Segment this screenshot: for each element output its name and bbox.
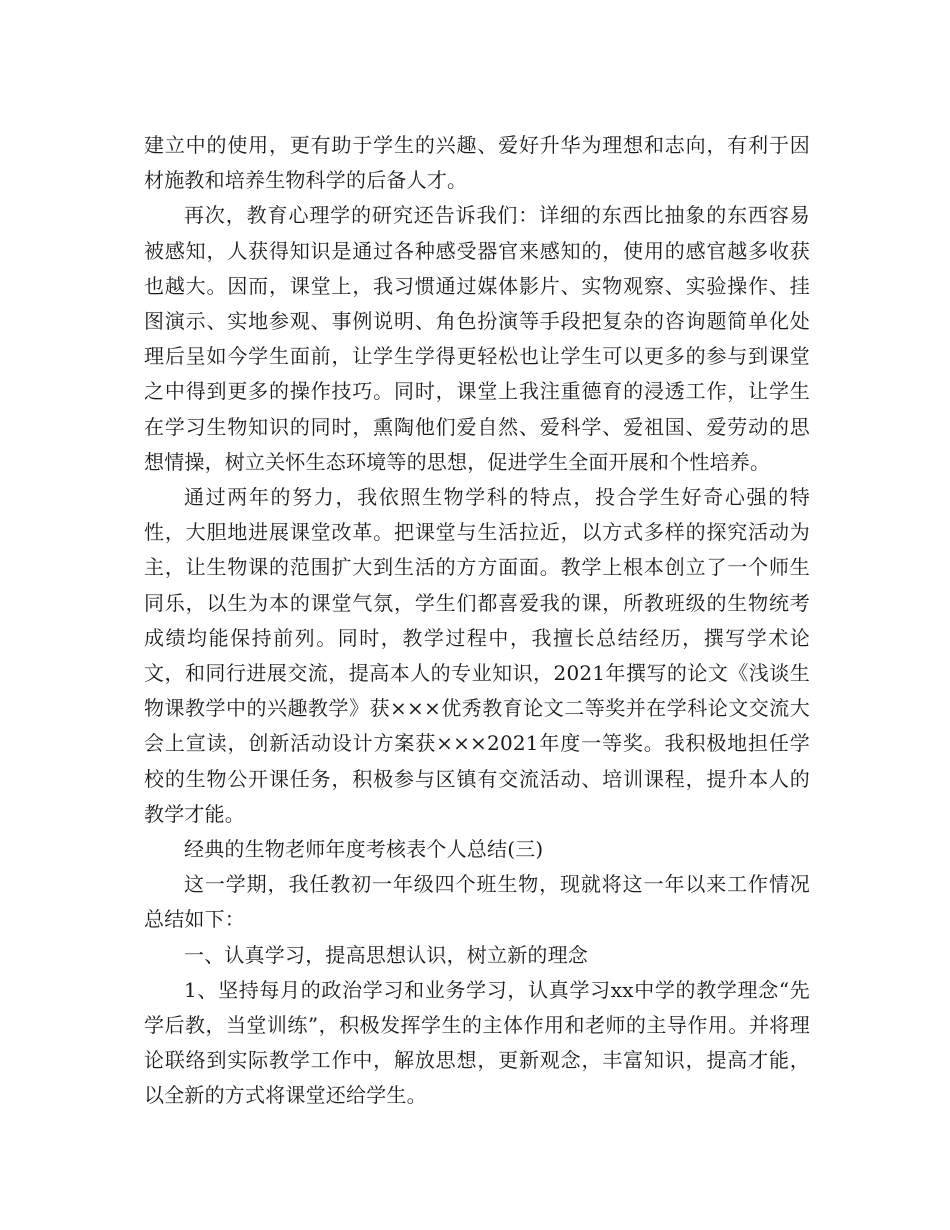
paragraph: 再次，教育心理学的研究还告诉我们：详细的东西比抽象的东西容易被感知，人获得知识是通过各种感受器官来感知的，使用的感官越多收获也越大。因而，课堂上，我习惯通过媒体影片、实物观察、实验操作、挂图演示、实地参观、事例说明、角色扮演等手段把复杂的咨询题简单化处理后呈如今学生面前，让学生学得更轻松也让学生可以更多的参与到课堂之中得到更多的操作技巧。同时，课堂上我注重德育的浸透工作，让学生在学习生物知识的同时，熏陶他们爱自然、爱科学、爱祖国、爱劳动的思想情操，树立关怀生态环境等的思想，促进学生全面开展和个性培养。 xyxy=(144,203,810,474)
paragraph: 这一学期，我任教初一年级四个班生物，现就将这一年以来工作情况总结如下： xyxy=(144,872,810,932)
section-heading: 经典的生物老师年度考核表个人总结(三) xyxy=(184,837,544,862)
document-body xyxy=(144,128,810,1114)
paragraph: 建立中的使用，更有助于学生的兴趣、爱好升华为理想和志向，有利于因材施教和培养生物科学的后备人才。 xyxy=(144,133,810,193)
paragraph: 通过两年的努力，我依照生物学科的特点，投合学生好奇心强的特性，大胆地进展课堂改革。把课堂与生活拉近，以方式多样的探究活动为主，让生物课的范围扩大到生活的方方面面。教学上根本创立了一个师生同乐，以生为本的课堂气氛，学生们都喜爱我的课，所教班级的生物统考成绩均能保持前列。同时，教学过程中，我擅长总结经历，撰写学术论文，和同行进展交流，提高本人的专业知识，2021年撰写的论文《浅谈生物课教学中的兴趣教学》获×××优秀教育论文二等奖并在学科论文交流大会上宣读，创新活动设计方案获×××2021年度一等奖。我积极地担任学校的生物公开课任务，积极参与区镇有交流活动、培训课程，提升本人的教学才能。 xyxy=(144,485,810,826)
subsection-heading: 一、认真学习，提高思想认识，树立新的理念 xyxy=(184,942,588,967)
paragraph: 1、坚持每月的政治学习和业务学习，认真学习xx中学的教学理念“先学后教，当堂训练”，积极发挥学生的主体作用和老师的主导作用。并将理论联络到实际教学工作中，解放思想，更新观念，丰富知识，提高才能，以全新的方式将课堂还给学生。 xyxy=(144,977,810,1108)
